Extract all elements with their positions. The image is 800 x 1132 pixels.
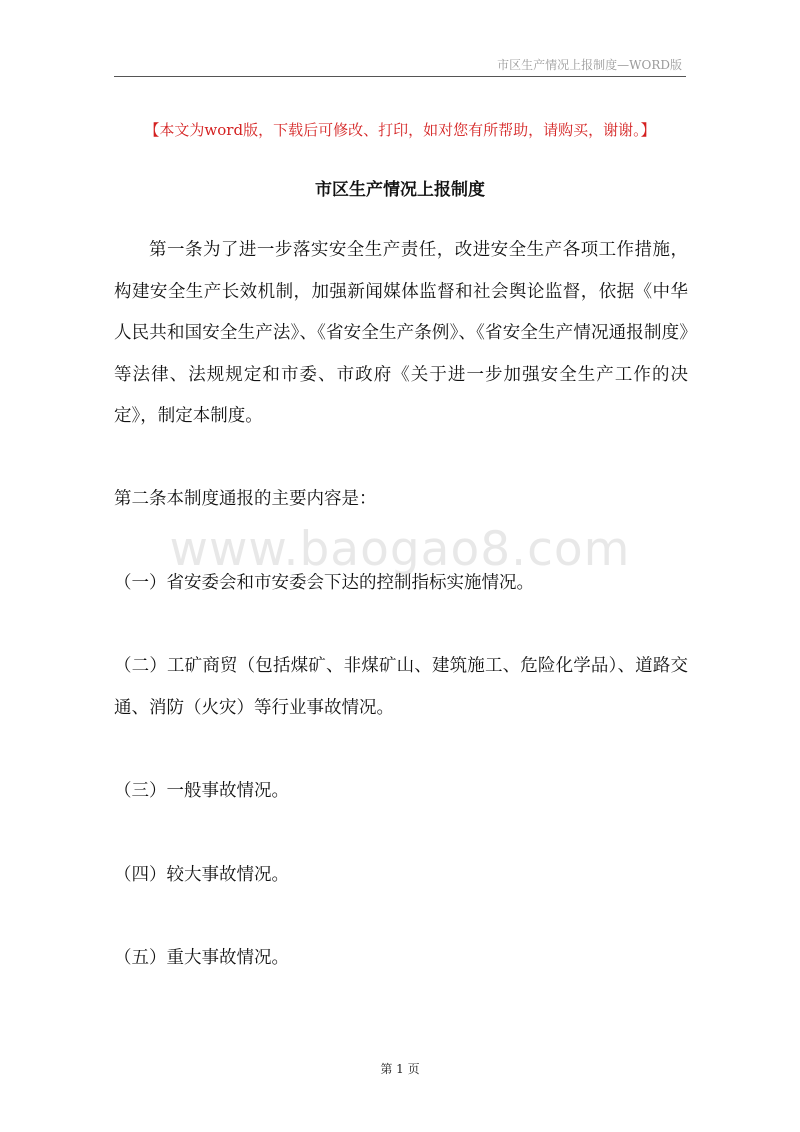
running-header: 市区生产情况上报制度—WORD版: [497, 58, 682, 72]
list-item-5: （五）重大事故情况。: [114, 948, 289, 968]
list-item-1: （一）省安委会和市安委会下达的控制指标实施情况。: [114, 573, 534, 593]
paragraph-article-2: 第二条本制度通报的主要内容是：: [114, 489, 377, 509]
page-number: 第 1 页: [380, 1062, 420, 1076]
list-item-2: （二）工矿商贸（包括煤矿、非煤矿山、建筑施工、危险化学品）、道路交通、消防（火灾）等行业事故情况。: [114, 656, 688, 718]
paragraph-article-1: 第一条为了进一步落实安全生产责任，改进安全生产各项工作措施，构建安全生产长效机制，加强新闻媒体监督和社会舆论监督，依据《中华人民共和国安全生产法》、《省安全生产条例》、《省安全生产情况通报制度》等法律、法规规定和市委、市政府《关于进一步加强安全生产工作的决定》，制定本制度。: [114, 240, 688, 426]
download-notice: 【本文为word版，下载后可修改、打印，如对您有所帮助，请购买，谢谢。】: [144, 121, 656, 139]
document-title: 市区生产情况上报制度: [315, 180, 485, 200]
list-item-4: （四）较大事故情况。: [114, 865, 289, 885]
list-item-3: （三）一般事故情况。: [114, 781, 289, 801]
watermark: www.baogao8.com: [169, 522, 631, 577]
header-divider: [114, 76, 686, 77]
